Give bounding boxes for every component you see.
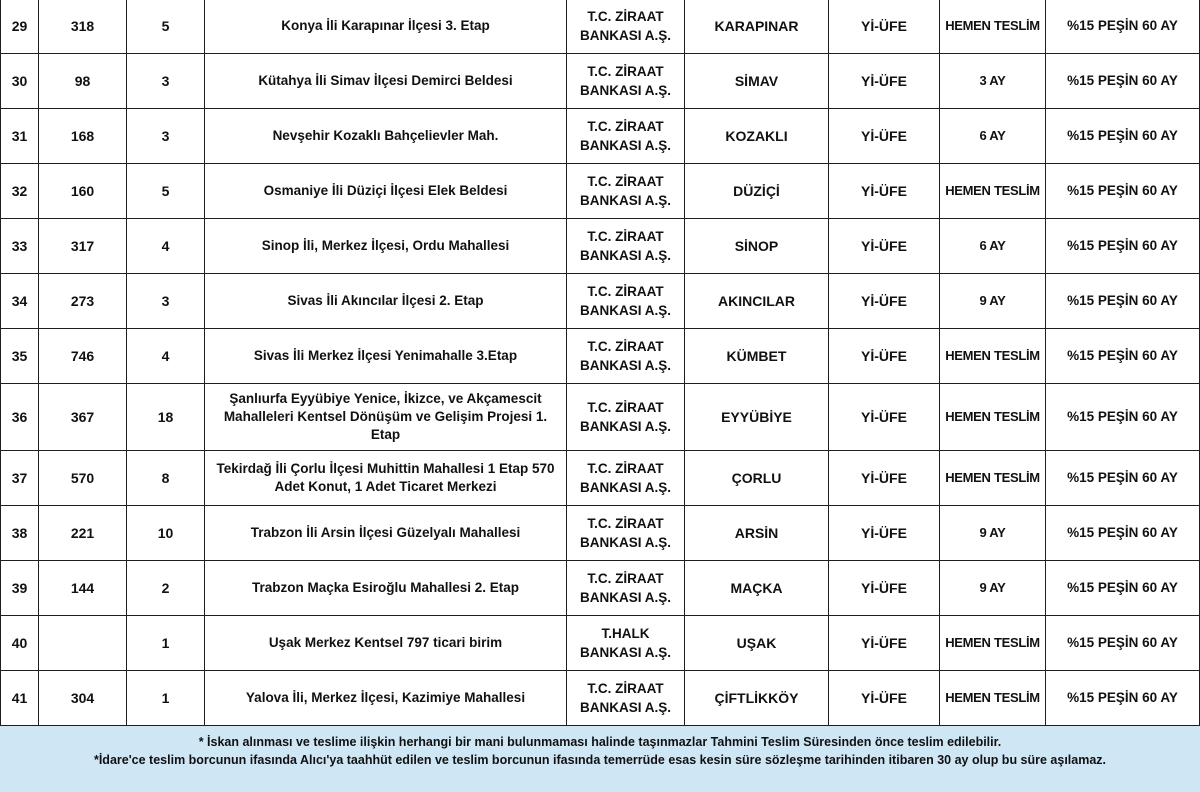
bank-name-line-2: BANKASI A.Ş.: [579, 28, 671, 43]
row-number-cell: 31: [1, 109, 39, 164]
delivery-time-cell: 6 AY: [940, 109, 1046, 164]
bank-name-line-2: BANKASI A.Ş.: [579, 303, 671, 318]
unit-count-cell: 304: [39, 671, 127, 726]
unit-count-cell: 367: [39, 384, 127, 451]
row-number-cell: 33: [1, 219, 39, 274]
bank-cell: [567, 109, 685, 164]
bank-cell: [567, 616, 685, 671]
unit-count-cell: 221: [39, 506, 127, 561]
index-cell: Yİ-ÜFE: [829, 671, 940, 726]
bank-cell: [567, 164, 685, 219]
delivery-time-cell: 9 AY: [940, 274, 1046, 329]
table-row: [1, 506, 1200, 561]
delivery-time-cell: HEMEN TESLİM: [940, 0, 1046, 54]
bank-name-line-1: T.C. ZİRAAT: [587, 400, 664, 415]
unit-count-cell: 144: [39, 561, 127, 616]
footnotes: [0, 733, 1200, 792]
bank-name-line-2: BANKASI A.Ş.: [579, 193, 671, 208]
payment-plan-cell: %15 PEŞİN 60 AY: [1046, 616, 1200, 671]
block-count-cell: 10: [127, 506, 205, 561]
bank-name-line-1: T.C. ZİRAAT: [587, 516, 664, 531]
district-cell: UŞAK: [685, 616, 829, 671]
project-name-cell: Konya İli Karapınar İlçesi 3. Etap: [205, 0, 567, 54]
bank-name-line-1: T.C. ZİRAAT: [587, 9, 664, 24]
project-name-cell: Osmaniye İli Düziçi İlçesi Elek Beldesi: [205, 164, 567, 219]
bank-name-line-1: T.C. ZİRAAT: [587, 571, 664, 586]
footnote-line-1: * İskan alınması ve teslime ilişkin herhangi bir mani bulunmaması halinde taşınmazlar Tahmini Teslim Süresinden önce teslim edilebilir.: [198, 735, 1002, 749]
block-count-cell: 2: [127, 561, 205, 616]
delivery-time-cell: HEMEN TESLİM: [940, 451, 1046, 506]
table-body: [1, 0, 1200, 726]
block-count-cell: 4: [127, 219, 205, 274]
payment-plan-cell: %15 PEŞİN 60 AY: [1046, 0, 1200, 54]
bank-name-line-1: T.C. ZİRAAT: [587, 229, 664, 244]
delivery-time-cell: 6 AY: [940, 219, 1046, 274]
project-name-cell: Yalova İli, Merkez İlçesi, Kazimiye Mahallesi: [205, 671, 567, 726]
row-number-cell: 34: [1, 274, 39, 329]
index-cell: Yİ-ÜFE: [829, 109, 940, 164]
unit-count-cell: 160: [39, 164, 127, 219]
bank-name-line-2: BANKASI A.Ş.: [579, 645, 671, 660]
table-row: [1, 164, 1200, 219]
index-cell: Yİ-ÜFE: [829, 329, 940, 384]
bank-name-line-2: BANKASI A.Ş.: [579, 590, 671, 605]
row-number-cell: 38: [1, 506, 39, 561]
project-name-cell: Trabzon Maçka Esiroğlu Mahallesi 2. Etap: [205, 561, 567, 616]
delivery-time-cell: 3 AY: [940, 54, 1046, 109]
index-cell: Yİ-ÜFE: [829, 561, 940, 616]
row-number-cell: 37: [1, 451, 39, 506]
index-cell: Yİ-ÜFE: [829, 54, 940, 109]
bank-name-line-2: BANKASI A.Ş.: [579, 700, 671, 715]
project-name-cell: Sivas İli Akıncılar İlçesi 2. Etap: [205, 274, 567, 329]
unit-count-cell: 570: [39, 451, 127, 506]
block-count-cell: 1: [127, 671, 205, 726]
block-count-cell: 18: [127, 384, 205, 451]
bank-name-line-2: BANKASI A.Ş.: [579, 535, 671, 550]
payment-plan-cell: %15 PEŞİN 60 AY: [1046, 506, 1200, 561]
table-row: [1, 561, 1200, 616]
bank-cell: [567, 274, 685, 329]
project-name-cell: Trabzon İli Arsin İlçesi Güzelyalı Mahallesi: [205, 506, 567, 561]
district-cell: KOZAKLI: [685, 109, 829, 164]
bank-name-line-2: BANKASI A.Ş.: [579, 480, 671, 495]
project-name-cell: Şanlıurfa Eyyübiye Yenice, İkizce, ve Akçamescit Mahalleleri Kentsel Dönüşüm ve Gelişim Projesi 1. Etap: [205, 384, 567, 451]
table-row: [1, 219, 1200, 274]
delivery-time-cell: HEMEN TESLİM: [940, 164, 1046, 219]
district-cell: DÜZİÇİ: [685, 164, 829, 219]
district-cell: ÇORLU: [685, 451, 829, 506]
district-cell: AKINCILAR: [685, 274, 829, 329]
row-number-cell: 36: [1, 384, 39, 451]
district-cell: KÜMBET: [685, 329, 829, 384]
table-row: [1, 109, 1200, 164]
delivery-time-cell: HEMEN TESLİM: [940, 671, 1046, 726]
payment-plan-cell: %15 PEŞİN 60 AY: [1046, 219, 1200, 274]
block-count-cell: 4: [127, 329, 205, 384]
unit-count-cell: 746: [39, 329, 127, 384]
project-name-cell: Kütahya İli Simav İlçesi Demirci Beldesi: [205, 54, 567, 109]
payment-plan-cell: %15 PEŞİN 60 AY: [1046, 451, 1200, 506]
project-name-cell: Sivas İli Merkez İlçesi Yenimahalle 3.Etap: [205, 329, 567, 384]
project-name-cell: Tekirdağ İli Çorlu İlçesi Muhittin Mahallesi 1 Etap 570 Adet Konut, 1 Adet Ticaret Merkezi: [205, 451, 567, 506]
bank-cell: [567, 0, 685, 54]
payment-plan-cell: %15 PEŞİN 60 AY: [1046, 164, 1200, 219]
payment-plan-cell: %15 PEŞİN 60 AY: [1046, 671, 1200, 726]
index-cell: Yİ-ÜFE: [829, 164, 940, 219]
index-cell: Yİ-ÜFE: [829, 219, 940, 274]
footnote-line-2: *İdare'ce teslim borcunun ifasında Alıcı'ya taahhüt edilen ve teslim borcunun ifasında temerrüde esas kesin süre sözleşme tarihinden itibaren 30 ay olup bu süre aşılamaz.: [93, 753, 1107, 767]
district-cell: SİMAV: [685, 54, 829, 109]
unit-count-cell: 318: [39, 0, 127, 54]
block-count-cell: 5: [127, 0, 205, 54]
bank-name-line-1: T.C. ZİRAAT: [587, 119, 664, 134]
table-row: [1, 0, 1200, 54]
bank-name-line-1: T.C. ZİRAAT: [587, 461, 664, 476]
district-cell: EYYÜBİYE: [685, 384, 829, 451]
table-row: [1, 616, 1200, 671]
table-row: [1, 54, 1200, 109]
unit-count-cell: 168: [39, 109, 127, 164]
bank-cell: [567, 506, 685, 561]
payment-plan-cell: %15 PEŞİN 60 AY: [1046, 384, 1200, 451]
row-number-cell: 30: [1, 54, 39, 109]
row-number-cell: 32: [1, 164, 39, 219]
table-row: [1, 451, 1200, 506]
row-number-cell: 39: [1, 561, 39, 616]
block-count-cell: 3: [127, 109, 205, 164]
bank-cell: [567, 329, 685, 384]
project-name-cell: Sinop İli, Merkez İlçesi, Ordu Mahallesi: [205, 219, 567, 274]
district-cell: MAÇKA: [685, 561, 829, 616]
bank-name-line-2: BANKASI A.Ş.: [579, 358, 671, 373]
table-row: [1, 671, 1200, 726]
index-cell: Yİ-ÜFE: [829, 0, 940, 54]
block-count-cell: 1: [127, 616, 205, 671]
payment-plan-cell: %15 PEŞİN 60 AY: [1046, 109, 1200, 164]
unit-count-cell: 98: [39, 54, 127, 109]
district-cell: SİNOP: [685, 219, 829, 274]
block-count-cell: 3: [127, 274, 205, 329]
index-cell: Yİ-ÜFE: [829, 451, 940, 506]
district-cell: KARAPINAR: [685, 0, 829, 54]
district-cell: ARSİN: [685, 506, 829, 561]
delivery-time-cell: HEMEN TESLİM: [940, 616, 1046, 671]
bank-name-line-1: T.C. ZİRAAT: [587, 64, 664, 79]
delivery-time-cell: HEMEN TESLİM: [940, 384, 1046, 451]
payment-plan-cell: %15 PEŞİN 60 AY: [1046, 54, 1200, 109]
bank-name-line-2: BANKASI A.Ş.: [579, 419, 671, 434]
table-row: [1, 274, 1200, 329]
table-row: [1, 384, 1200, 451]
bank-cell: [567, 671, 685, 726]
index-cell: Yİ-ÜFE: [829, 616, 940, 671]
index-cell: Yİ-ÜFE: [829, 506, 940, 561]
index-cell: Yİ-ÜFE: [829, 274, 940, 329]
delivery-time-cell: HEMEN TESLİM: [940, 329, 1046, 384]
delivery-time-cell: 9 AY: [940, 561, 1046, 616]
district-cell: ÇİFTLİKKÖY: [685, 671, 829, 726]
unit-count-cell: 273: [39, 274, 127, 329]
index-cell: Yİ-ÜFE: [829, 384, 940, 451]
bank-name-line-1: T.C. ZİRAAT: [587, 174, 664, 189]
bank-name-line-1: T.HALK: [601, 626, 650, 641]
bank-name-line-1: T.C. ZİRAAT: [587, 339, 664, 354]
row-number-cell: 40: [1, 616, 39, 671]
bank-name-line-1: T.C. ZİRAAT: [587, 284, 664, 299]
project-name-cell: Nevşehir Kozaklı Bahçelievler Mah.: [205, 109, 567, 164]
bank-cell: [567, 561, 685, 616]
delivery-time-cell: 9 AY: [940, 506, 1046, 561]
block-count-cell: 5: [127, 164, 205, 219]
payment-plan-cell: %15 PEŞİN 60 AY: [1046, 561, 1200, 616]
row-number-cell: 41: [1, 671, 39, 726]
project-name-cell: Uşak Merkez Kentsel 797 ticari birim: [205, 616, 567, 671]
block-count-cell: 3: [127, 54, 205, 109]
bank-name-line-1: T.C. ZİRAAT: [587, 681, 664, 696]
payment-plan-cell: %15 PEŞİN 60 AY: [1046, 329, 1200, 384]
unit-count-cell: 317: [39, 219, 127, 274]
table-row: [1, 329, 1200, 384]
unit-count-cell: [39, 616, 127, 671]
bank-name-line-2: BANKASI A.Ş.: [579, 83, 671, 98]
payment-plan-cell: %15 PEŞİN 60 AY: [1046, 274, 1200, 329]
block-count-cell: 8: [127, 451, 205, 506]
bank-cell: [567, 219, 685, 274]
bank-cell: [567, 451, 685, 506]
bank-cell: [567, 384, 685, 451]
bank-name-line-2: BANKASI A.Ş.: [579, 138, 671, 153]
bank-cell: [567, 54, 685, 109]
bank-name-line-2: BANKASI A.Ş.: [579, 248, 671, 263]
row-number-cell: 29: [1, 0, 39, 54]
row-number-cell: 35: [1, 329, 39, 384]
